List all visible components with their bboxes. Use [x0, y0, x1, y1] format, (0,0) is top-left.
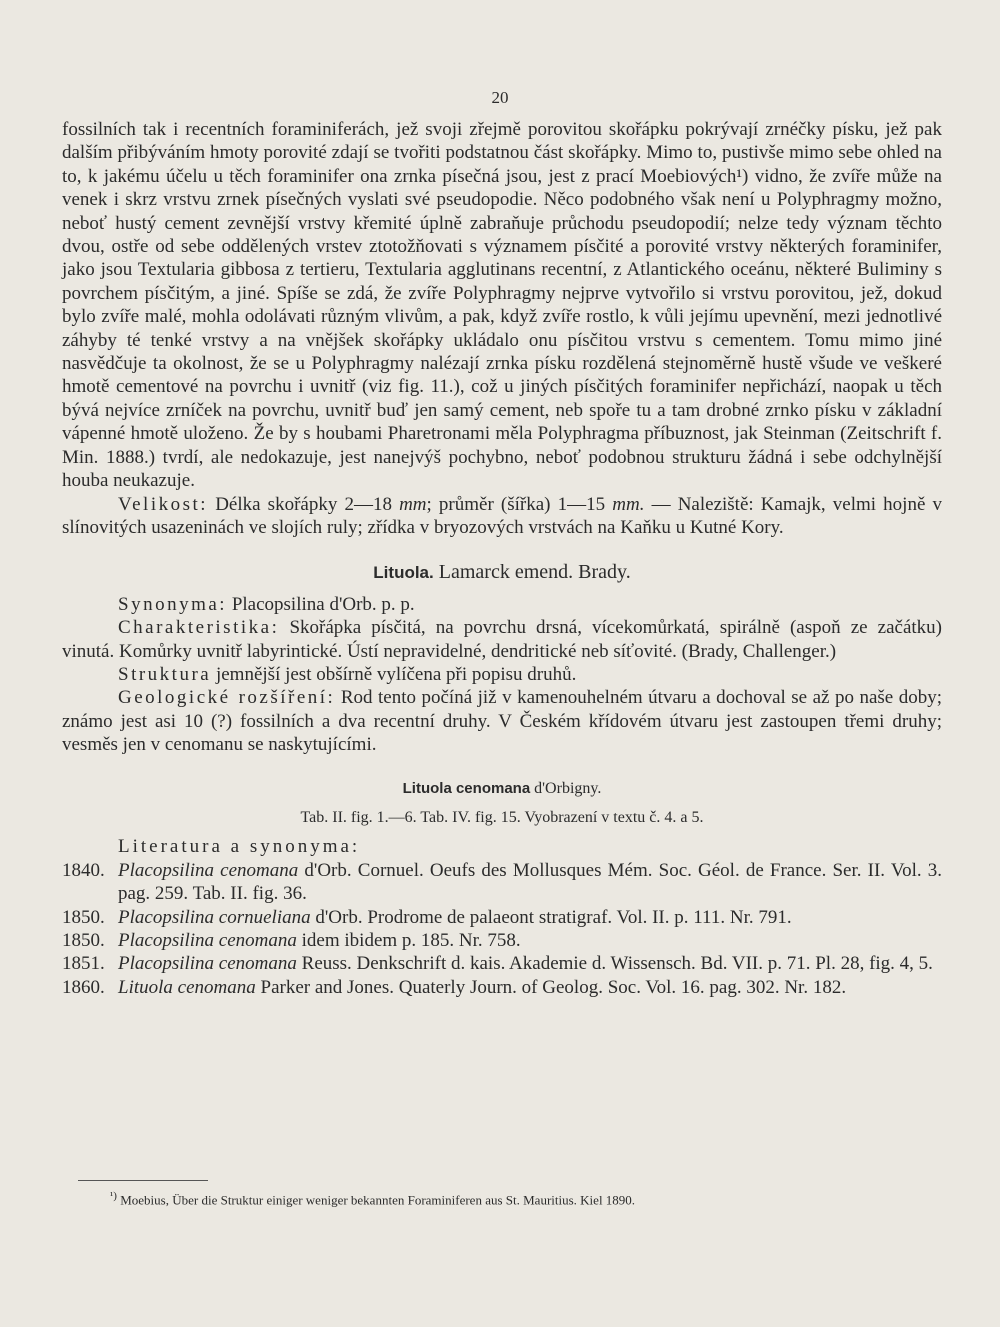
literature-entry: 1860. Lituola cenomana Parker and Jones. Quaterly Journ. of Geolog. Soc. Vol. 16. pag. 302. Nr. 182.	[62, 976, 847, 998]
species-heading: Lituola cenomana d'Orbigny.	[402, 779, 602, 797]
literature-title: Literatura a synonyma:	[118, 836, 361, 858]
paragraph-polyphragma: fossilních tak i recentních foraminiferách, jež svoji zřejmě porovitou skořápku pokrývají zrnéčky písku, jež pak dalším přibýváním hmoty porovité zdají se tvořiti podstatnou část skořápky. Mimo to, pustivše mimo sebe ohled na to, k jakému účelu u těch foraminifer ona zrnka písečná jsou, jest z prací Moebiových¹) vidno, že zvíře může na venek i skrz vrstvu zrnek písečných vyslati své pseudopodie. Něco podobného však není u Polyphragmy možno, neboť hustý cement zevnější vrstvy křemité úplně zabraňuje průchodu pseudopodií; nelze tedy význam těchto dvou, ostře od sebe oddělených vrstev ztotožňovati s významem písčité a porovité vrstvy některých foraminifer, jako jsou Textularia gibbosa z tertieru, Textularia agglutinans recentní, z Atlantického oceánu, některé Buliminy s povrchem písčitým, a jiné. Spíše se zdá, že zvíře Polyphragmy nejprve vytvořilo si vrstvu porovitou, jež, dokud bylo zvíře malé, mohla odolávati různým vlivům, a pak, když zvíře rostlo, k vůli jejímu upevnění, mezi jednotlivé záhyby té tenké vrstvy a na vnějšek skořápky ukládalo onu písčitou vrstvu s cementem. Tomu mimo jiné nasvědčuje ta okolnost, že se u Polyphragmy nalézají zrnka písku rozdělená stejnoměrně hustě všude ve veškeré hmotě cementové na povrchu i uvnitř (viz fig. 11.), což u jiných písčitých foraminifer nepřichází, naopak u těch bývá nejvíce zrníček na povrchu, uvnitř buď jen samý cement, neb spoře tu a tam drobné zrnko písku v základní vápenné hmotě uloženo. Že by s houbami Pharetronami měla Polyphragma příbuznost, jak Steinman (Zeitschrift f. Min. 1888.) tvrdí, ale nedokazuje, jest nanejvýš pochybno, neboť podobnou strukturu žádná i sebe odchylnější houba neukazuje.	[62, 119, 942, 492]
plate-reference: Tab. II. fig. 1.—6. Tab. IV. fig. 15. Vyobrazení v textu č. 4. a 5.	[300, 808, 704, 826]
literature-entry: 1850. Placopsilina cornueliana d'Orb. Prodrome de palaeont stratigraf. Vol. II. p. 111. Nr. 791.	[62, 906, 792, 928]
literature-entry: 1851. Placopsilina cenomana Reuss. Denkschrift d. kais. Akademie d. Wissensch. Bd. VII. p. 71. Pl. 28, fig. 4, 5.	[62, 953, 933, 975]
page-number: 20	[491, 88, 509, 107]
geology-paragraph: Geologické rozšíření: Rod tento počíná již v kamenouhelném útvaru a dochoval se až po naše doby; známo jest asi 10 (?) fossilních a dva recentní druhy. V Českém křídovém útvaru jest zastoupen třemi druhy; vesměs jen v cenomanu se naskytujícími.	[62, 687, 942, 756]
footnote-divider	[78, 1180, 208, 1181]
structure-paragraph: Struktura jemnější jest obšírně vylíčena při popisu druhů.	[118, 663, 577, 685]
synonyma-paragraph: Synonyma: Placopsilina d'Orb. p. p.	[118, 593, 415, 615]
footnote: $^{^1)}$ Moebius, Über die Struktur einiger weniger bekannten Foraminiferen aus St. Mauritius. Kiel 1890.	[110, 1190, 636, 1208]
genus-heading: Lituola. Lamarck emend. Brady.	[373, 561, 631, 584]
literature-list	[62, 859, 942, 999]
literature-entry: 1840. Placopsilina cenomana d'Orb. Cornuel. Oeufs des Mollusques Mém. Soc. Géol. de France. Ser. II. Vol. 3. pag. 259. Tab. II. fig. 36.	[62, 859, 942, 905]
literature-entry: 1850. Placopsilina cenomana idem ibidem p. 185. Nr. 758.	[62, 930, 521, 951]
paragraph-size: Velikost: Délka skořápky 2—18 mm; průměr (šířka) 1—15 mm. — Naleziště: Kamajk, velmi hojně v slínovitých usazeninách ve slojích ruly; zřídka v bryozových vrstvách na Kaňku u Kutné Kory.	[62, 493, 943, 538]
main-text	[62, 118, 942, 999]
characteristic-paragraph: Charakteristika: Skořápka písčitá, na povrchu drsná, vícekomůrkatá, spirálně (aspoň ze začátku) vinutá. Komůrky uvnitř labyrintické. Ústí nepravidelné, dendritické neb síťovité. (Brady, Challenger.)	[62, 617, 942, 662]
